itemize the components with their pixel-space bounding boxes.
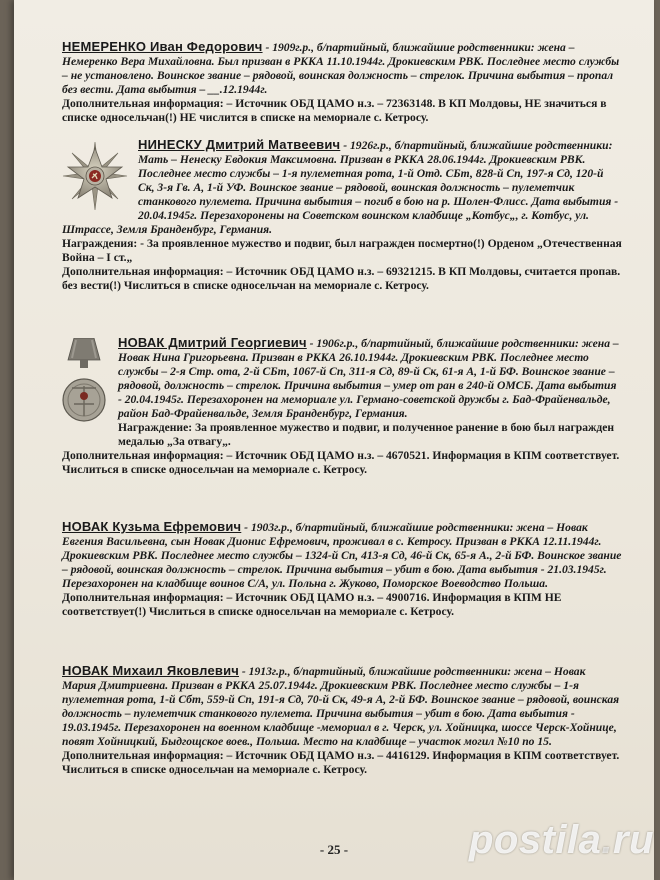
- watermark-part2: ru: [613, 818, 654, 862]
- entry-extra: Дополнительная информация: – Источник ОБД ЦАМО н.з. – 4900716. Информация в КПМ НЕ соответствует(!) Числиться в списке односельчан на мемориале с. Кетросу.: [62, 591, 562, 618]
- entry-bio: - 1909г.р., б/партийный, ближайшие родственники: жена – Немеренко Вера Михайловна. Был призван в РККА 11.10.1944г. Дрокиевским РВК. Последнее место службы – не установлено. Воинское звание – рядовой, воинская должность – стрелок. Причина выбытия – пропал без вести. Дата выбытия – __.12.1944г.: [62, 41, 620, 96]
- entry-name: НОВАК Михаил Яковлевич: [62, 663, 240, 678]
- entry-novak-dmitry: [62, 336, 622, 477]
- watermark-dot: .: [601, 818, 613, 862]
- entry-extra: Дополнительная информация: – Источник ОБД ЦАМО н.з. – 72363148. В КП Молдовы, НЕ значиться в списке односельчан(!) НЕ числится в списке на мемориале с. Кетросу.: [62, 97, 607, 124]
- entry-name: НОВАК Кузьма Ефремович: [62, 519, 242, 534]
- entry-name: НЕМЕРЕНКО Иван Федорович: [62, 39, 263, 54]
- entry-extra: Дополнительная информация: – Источник ОБД ЦАМО н.з. – 4416129. Информация в КПМ соответствует. Числиться в списке односельчан на мемориале с. Кетросу.: [62, 749, 620, 776]
- entry-name: НОВАК Дмитрий Георгиевич: [118, 335, 307, 350]
- entry-extra: Дополнительная информация: – Источник ОБД ЦАМО н.з. – 4670521. Информация в КПМ соответствует. Числиться в списке односельчан на мемориале с. Кетросу.: [62, 449, 620, 476]
- entry-bio: - 1906г.р., б/партийный, ближайшие родственники: жена – Новак Нина Григорьевна. Призван в РККА 26.10.1944г. Дрокиевским РВК. Последнее место службы – 2-я Стр. ота, 2-й СБт, 1067-й Сп, 311-я Сд, 89-й Ск, 61-я А, 1-й БФ. Воинское звание – рядовой, должность – стрелок. Причина выбытия – умер от ран в 240-й ОМСБ. Дата выбытия - 20.04.1945г. Перезахоронен на мемориале ул. Германо-советской дружбы г. Бад-Фрайенвальде, район Бад-Фрайенвальде, Земля Бранденбург, Германия.: [118, 337, 619, 420]
- entry-novak-mikhail: [62, 664, 622, 777]
- entry-bio: - 1926г.р., б/партийный, ближайшие родственники: Мать – Ненеску Евдокия Максимовна. Призван в РККА 28.06.1944г. Дрокиевским РВК. Последнее место службы – 1-я пулеметная рота, 1-й Отд. СБт, 828-й Сп, 197-я Сд, 120-й Ск, 3-я Гв. А, 1-й УФ. Воинское звание – рядовой, воинская должность – пулеметчик станкового пулемета. Причина выбытия – погиб в бою на р. Шолен-Флисс. Дата выбытия - 20.04.1945г. Перезахоронены на Советском воинском кладбище „Котбус„, г. Котбус, ул. Штрассе, Земля Бранденбург, Германия.: [62, 139, 619, 236]
- entry-award: Награждение: За проявленное мужество и подвиг, и полученное ранение в бою был награжден медалью „За отвагу„.: [118, 421, 615, 448]
- entry-extra: Дополнительная информация: – Источник ОБД ЦАМО н.з. – 69321215. В КП Молдовы, считается пропав. без вести(!) Числиться в списке односельчан на мемориале с. Кетросу.: [62, 265, 621, 292]
- order-patriotic-war-icon: [62, 140, 128, 212]
- page-number: - 25 -: [319, 842, 349, 857]
- watermark: [469, 818, 654, 863]
- entry-ninesku: [62, 138, 622, 293]
- entry-bio: - 1903г.р., б/партийный, ближайшие родственники: жена – Новак Евгения Васильевна, сын Новак Дионис Ефремович, проживал в с. Кетросу. Призван в РККА 12.11.1944г. Дрокиевским РВК. Последнее место службы – 1324-й Сп, 413-я Сд, 46-й Ск, 65-я А., 2-й БФ. Воинское звание – рядовой, воинская должность – стрелок. Причина выбытия – убит в бою. Дата выбытия - 21.03.1945г. Перезахоронен на кладбище воинов С/А, ул. Польна г. Жуково, Поморское Воеводство Польша.: [62, 521, 622, 590]
- entry-bio: - 1913г.р., б/партийный, ближайшие родственники: жена – Новак Мария Дмитриевна. Призван в РККА 25.07.1944г. Дрокиевским РВК. Последнее место службы – 1-я пулеметная рота, 1-й Сбт, 559-й Сп, 191-я Сд, 70-й Ск, 49-я А, 2-й БФ. Воинское звание – рядовой, воинская должность – пулеметчик станкового пулемета. Причина выбытия – убит в бою. Дата выбытия - 19.03.1945г. Перезахоронен на военном кладбище -мемориал в г. Черск, ул. Хойницка, шоссе Черск-Хойнице, повят Хойницкий, Быдгощское воев., Польша. Место на кладбище – участок могил №10 по 15.: [62, 665, 620, 748]
- entry-nemerenko: [62, 40, 622, 125]
- watermark-part1: postila: [468, 818, 602, 862]
- entry-award: Награждения: - За проявленное мужество и подвиг, был награжден посмертно(!) Орденом „Отечественная Война – I ст.„: [62, 237, 622, 264]
- entry-name: НИНЕСКУ Дмитрий Матвеевич: [138, 137, 341, 152]
- document-page: [14, 0, 654, 880]
- medal-for-courage-icon: [62, 338, 106, 436]
- entry-novak-kuzma: [62, 520, 622, 619]
